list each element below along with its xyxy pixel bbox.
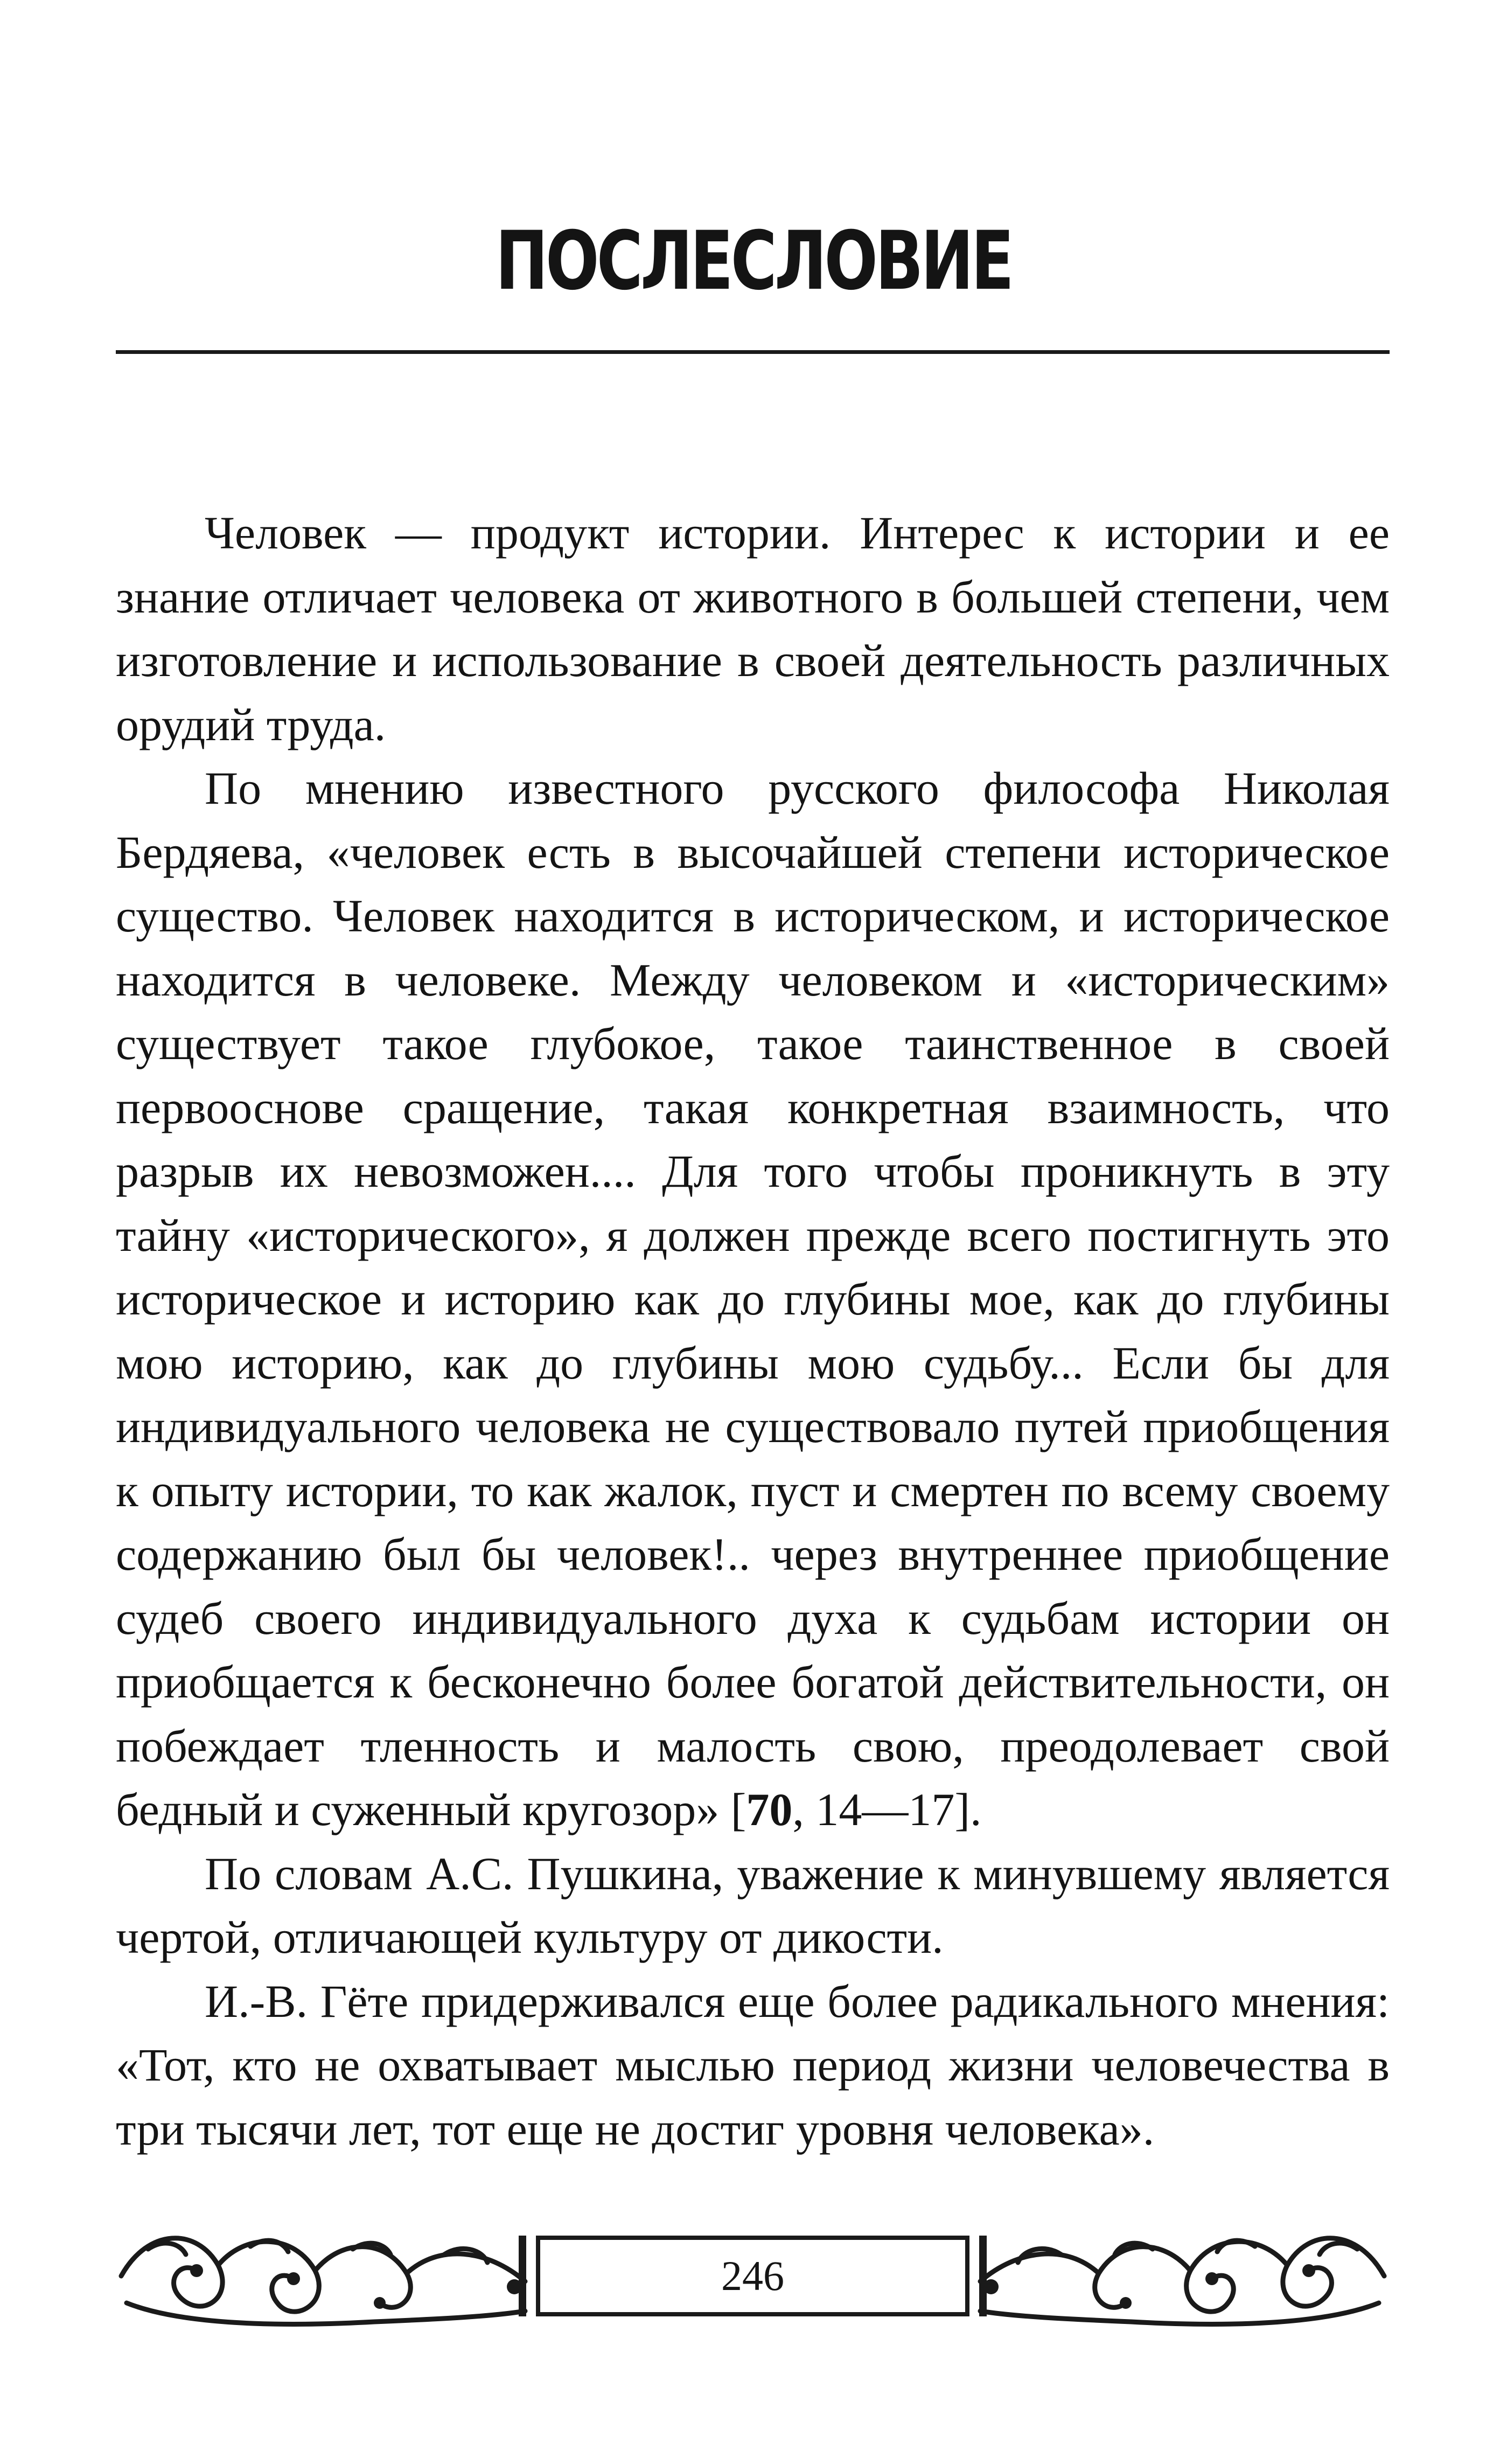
paragraph-2 (116, 756, 1390, 1842)
page-title: ПОСЛЕСЛОВИЕ (495, 214, 1012, 308)
page-number-box (536, 2236, 969, 2316)
scroll-ornament-icon (975, 2217, 1390, 2335)
paragraph-1: Человек — продукт истории. Интерес к истории и ее знание отличает человека от животного в большей степени, чем изготовление и использование в своей деятельность различных орудий труда. (116, 507, 1390, 750)
scroll-ornament-icon (116, 2217, 531, 2335)
citation-pages: , 14—17]. (792, 1784, 982, 1835)
body-text (116, 501, 1390, 2155)
page-number: 246 (721, 2252, 784, 2299)
citation-ref: 70 (746, 1784, 793, 1835)
paragraph-4: И.-В. Гёте придерживался еще более радикального мнения: «Тот, кто не охватывает мыслью период жизни человечества в три тысячи лет, тот еще не достиг уровня человека». (116, 1975, 1390, 2155)
page-footer (116, 2217, 1390, 2335)
paragraph-3: По словам А.С. Пушкина, уважение к минувшему является чертой, отличающей культуру от дикости. (116, 1847, 1390, 1963)
title-divider (116, 350, 1390, 354)
paragraph-2-text: По мнению известного русского философа Николая Бердяева, «человек есть в высочайшей степени историческое существо. Человек находится в историческом, и историческое находится в человеке. Между человеком и «историческим» существует такое глубокое, такое таинственное в своей первооснове сращение, такая конкретная взаимность, что разрыв их невозможен.... Для того чтобы проникнуть в эту тайну «исторического», я должен прежде всего постигнуть это историческое и историю как до глубины мое, как до глубины мою историю, как до глубины мою судьбу... Если бы для индивидуального человека не существовало путей приобщения к опыту истории, то как жалок, пуст и смертен по всему своему содержанию был бы человек!.. через внутреннее приобщение судеб своего индивидуального духа к судьбам истории он приобщается к бесконечно более богатой действительности, он побеждает тленность и малость свою, преодолевает свой бедный и суженный кругозор» [ (116, 762, 1390, 1835)
